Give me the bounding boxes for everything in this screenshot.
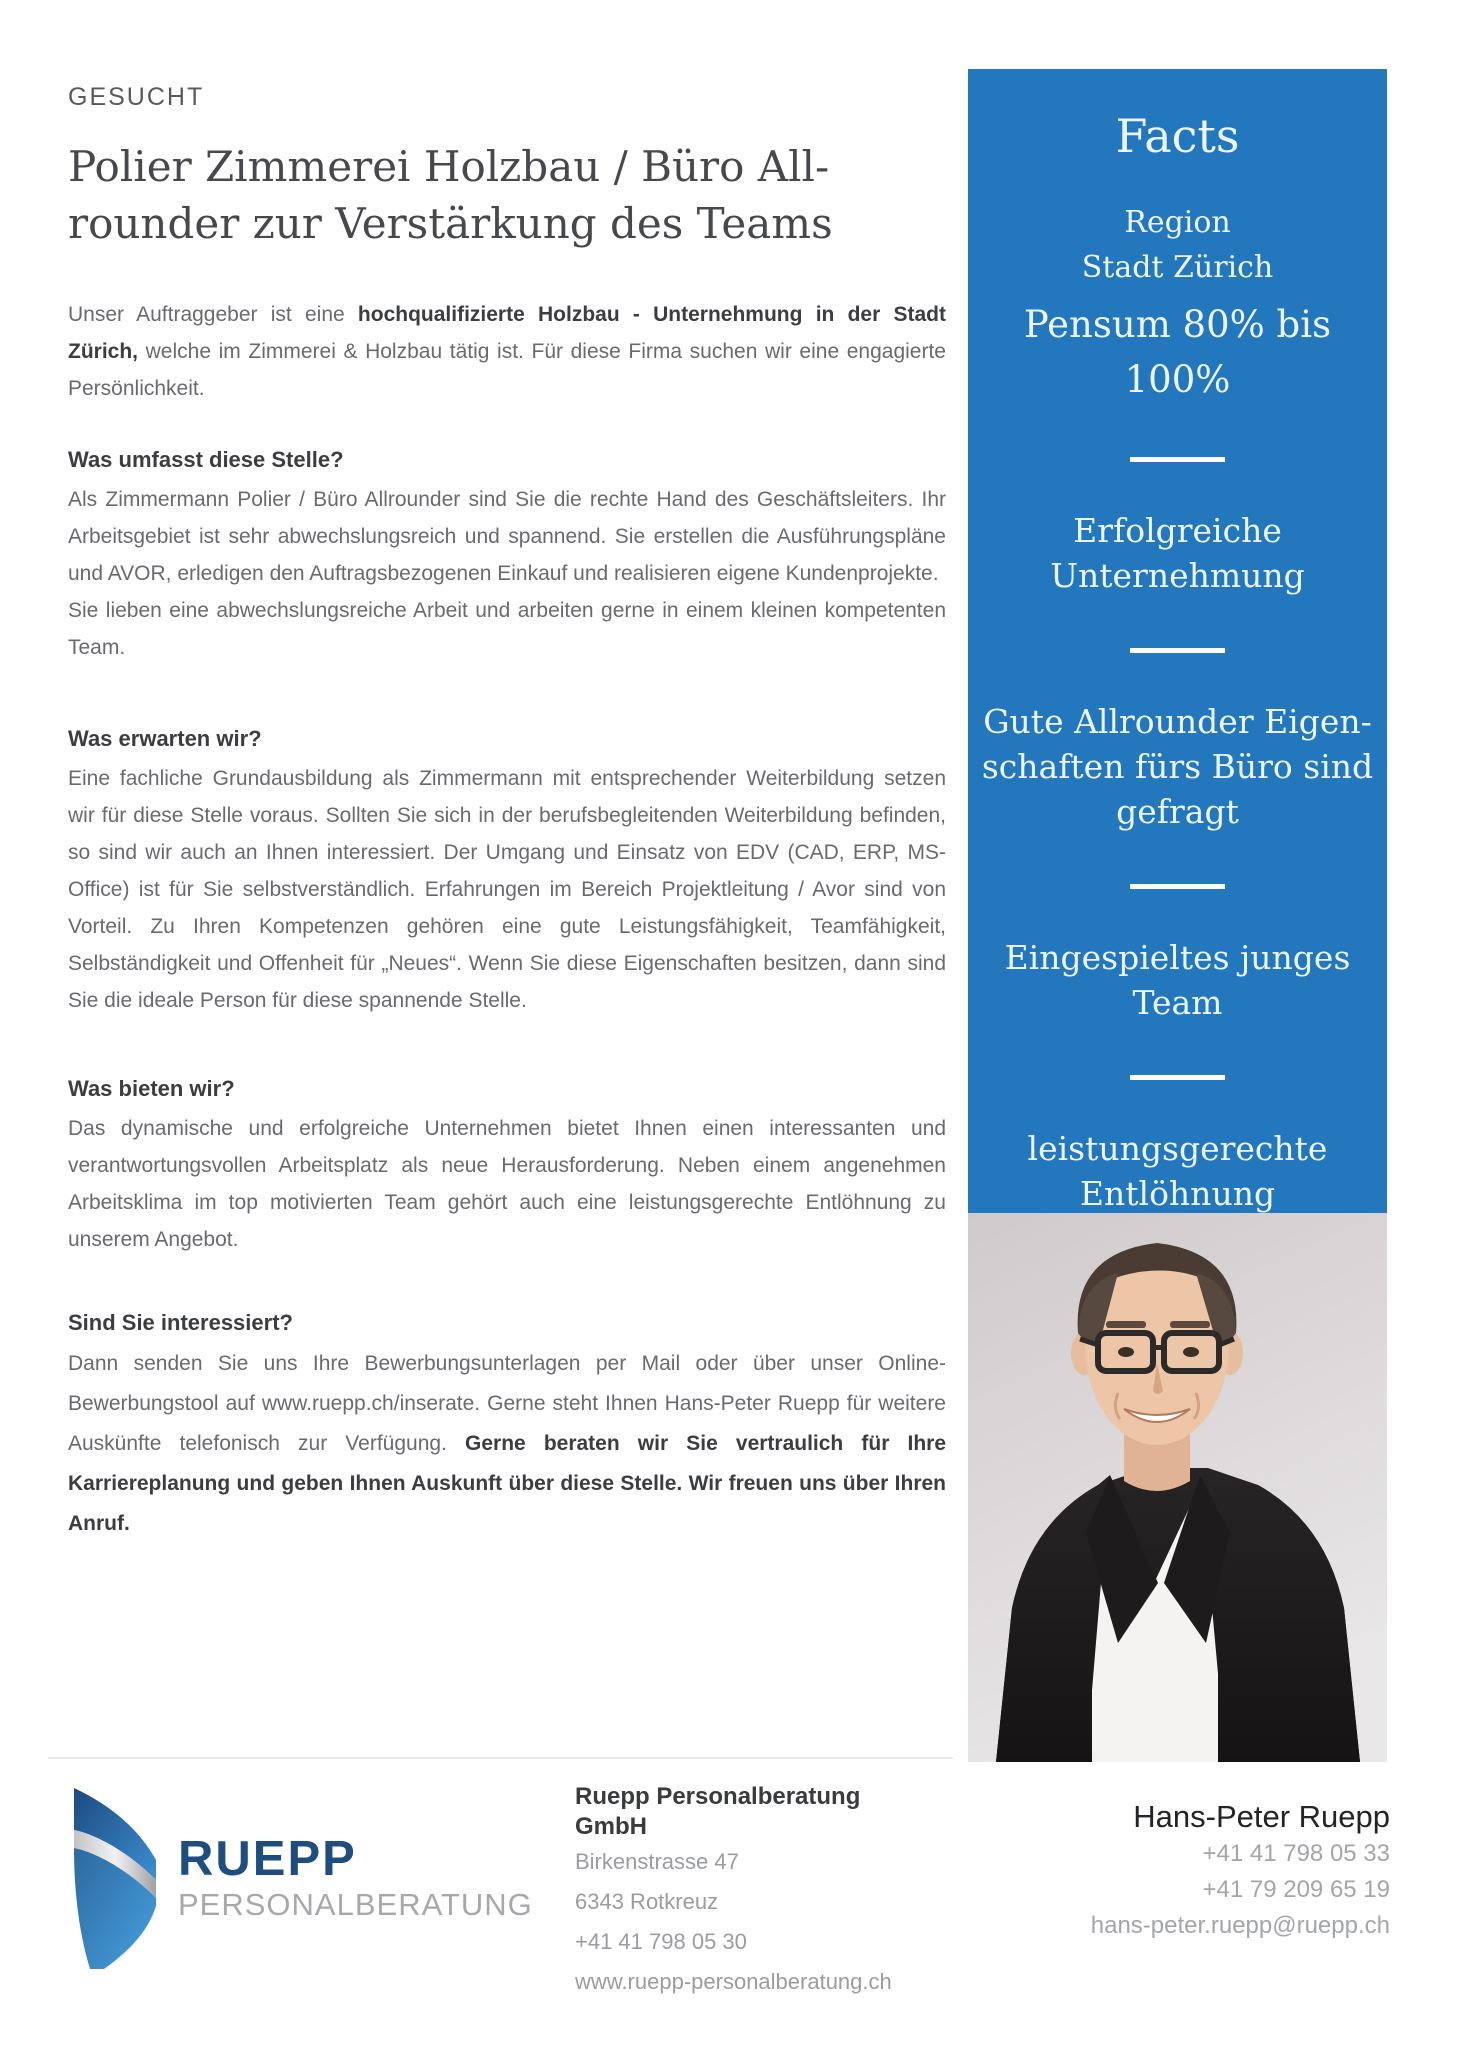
portrait-photo bbox=[968, 1213, 1387, 1762]
company-address-street: Birkenstrasse 47 bbox=[575, 1849, 739, 1874]
facts-divider bbox=[1130, 884, 1225, 889]
contact-person-name: Hans-Peter Ruepp bbox=[1133, 1799, 1390, 1834]
company-website-link[interactable]: www.ruepp-personalberatung.ch bbox=[575, 1969, 892, 1994]
section-paragraph: Das dynamische und erfolgreiche Unternehmen bietet Ihnen einen interessanten und verantwortungsvollen Arbeitsplatz als neue Herausforderung. Neben einem angenehmen Arbeitsklima im top motivierten Team gehört auch eine leistungsgerechte Entlöhnung zu unserem Angebot. bbox=[68, 1117, 946, 1251]
contact-phone-1: +41 41 798 05 33 bbox=[1202, 1840, 1390, 1867]
section-heading: Was bieten wir? bbox=[68, 1076, 235, 1101]
facts-region-value: Stadt Zürich bbox=[1081, 250, 1274, 285]
facts-region-label: Region bbox=[1124, 205, 1231, 240]
facts-pensum: Pensum 80% bis 100% bbox=[1023, 303, 1332, 401]
company-address-city: 6343 Rotkreuz bbox=[575, 1889, 719, 1914]
fact-item: Eingespieltes junges Team bbox=[1004, 938, 1351, 1022]
section-paragraph: Als Zimmermann Polier / Büro Allrounder sind Sie die rechte Hand des Geschäftsleiters. Ihr Arbeitsgebiet ist sehr abwechslungsreich und spannend. Sie erstellen die Ausführungspläne und AVOR, erledigen den Auftragsbezogenen Einkauf und realisieren eigene Kundenprojekte. bbox=[68, 488, 946, 585]
fact-item: Erfolgreiche Unternehmung bbox=[1050, 511, 1305, 595]
company-name: Ruepp Personalberatung GmbH bbox=[575, 1783, 861, 1840]
footer-company-block bbox=[575, 1782, 935, 2002]
section-3 bbox=[68, 1074, 946, 1258]
section-paragraph: Eine fachliche Grundausbildung als Zimmermann mit entsprechender Weiterbildung setzen wir für diese Stelle voraus. Sollten Sie sich in der berufsbegleitenden Weiterbildung befinden, so sind wir auch an Ihnen interessiert. Der Umgang und Einsatz von EDV (CAD, ERP, MS-Office) ist für Sie selbstverständlich. Erfahrungen im Bereich Projektleitung / Avor sind von Vorteil. Zu Ihren Kompetenzen gehören eine gute Leistungsfähigkeit, Teamfähigkeit, Selbständigkeit und Offenheit für „Neues“. Wenn Sie diese Eigenschaften besitzen, dann sind Sie die ideale Person für diese spannende Stelle. bbox=[68, 767, 946, 1012]
section-body bbox=[68, 760, 946, 1019]
footer-divider-line bbox=[48, 1757, 953, 1759]
company-phone: +41 41 798 05 30 bbox=[575, 1929, 747, 1954]
portrait-illustration bbox=[968, 1213, 1387, 1762]
facts-sidebar bbox=[968, 69, 1387, 1213]
eyebrow-label: GESUCHT bbox=[68, 83, 205, 111]
section-body bbox=[68, 481, 946, 666]
section-body bbox=[68, 1110, 946, 1258]
section-1 bbox=[68, 445, 946, 666]
intro-paragraph: Unser Auftraggeber ist eine hochqualifizierte Holzbau - Unternehmung in der Stadt Zürich, welche im Zimmerei & Holzbau tätig ist. Für diese Firma suchen wir eine engagierte Persönlichkeit. bbox=[68, 303, 946, 400]
logo-subtitle: PERSONALBERATUNG bbox=[178, 1887, 533, 1922]
facts-divider bbox=[1130, 457, 1225, 462]
section-heading: Was umfasst diese Stelle? bbox=[68, 447, 344, 472]
facts-divider bbox=[1130, 1075, 1225, 1080]
facts-items bbox=[968, 457, 1387, 1216]
contact-email-link[interactable]: hans-peter.ruepp@ruepp.ch bbox=[1090, 1912, 1390, 1939]
section-body bbox=[68, 1344, 946, 1544]
logo-mark-icon bbox=[70, 1786, 160, 1971]
logo-text bbox=[178, 1834, 598, 1922]
facts-title: Facts bbox=[1115, 109, 1240, 163]
footer-contact-block bbox=[990, 1798, 1390, 1944]
section-4 bbox=[68, 1308, 946, 1544]
section-2 bbox=[68, 724, 946, 1019]
sections-container bbox=[68, 445, 946, 1544]
section-heading: Sind Sie interessiert? bbox=[68, 1310, 293, 1335]
section-paragraph: Dann senden Sie uns Ihre Bewerbungsunterlagen per Mail oder über unser Online-Bewerbungstool auf www.ruepp.ch/inserate. Gerne steht Ihnen Hans-Peter Ruepp für weitere Auskünfte telefonisch zur Verfügung. Gerne beraten wir Sie vertraulich für Ihre Karriereplanung und geben Ihnen Auskunft über diese Stelle. Wir freuen uns über Ihren Anruf. bbox=[68, 1352, 946, 1535]
fact-item: leistungsgerechte Entlöhnung bbox=[1027, 1129, 1328, 1213]
logo-brand-name: RUEPP bbox=[178, 1832, 357, 1886]
section-paragraph: Sie lieben eine abwechslungsreiche Arbeit und arbeiten gerne in einem kleinen kompetenten Team. bbox=[68, 599, 946, 659]
contact-phone-2: +41 79 209 65 19 bbox=[1202, 1876, 1390, 1903]
fact-item: Gute Allrounder Eigen- schaften fürs Büro sind gefragt bbox=[981, 702, 1374, 831]
facts-divider bbox=[1130, 648, 1225, 653]
page-title: Polier Zimmerei Holzbau / Büro All- rounder zur Verstärkung des Teams bbox=[68, 142, 833, 248]
section-heading: Was erwarten wir? bbox=[68, 726, 262, 751]
main-column bbox=[68, 82, 946, 1544]
